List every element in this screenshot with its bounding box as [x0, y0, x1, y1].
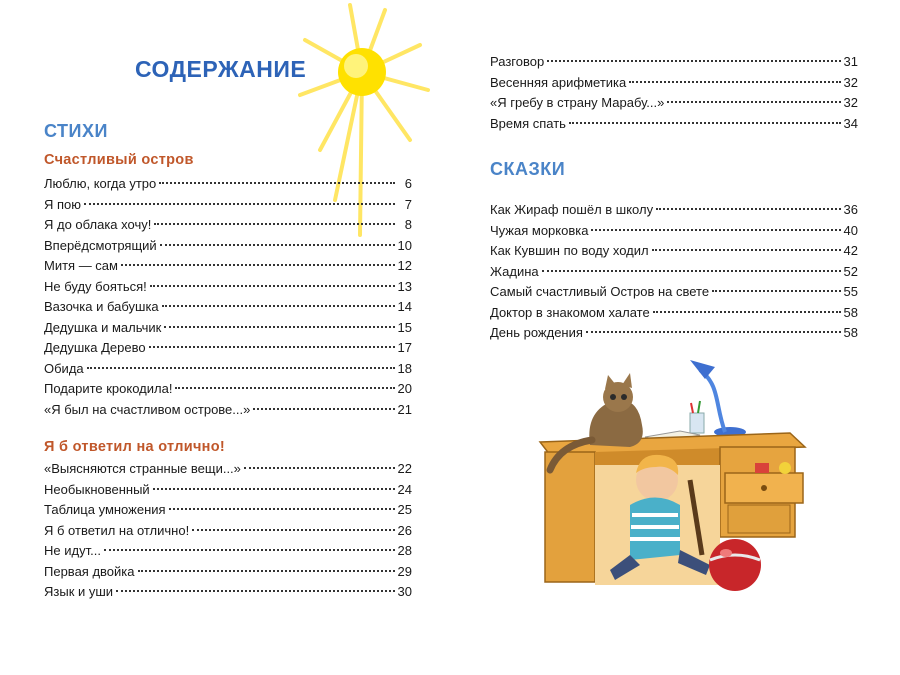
section-heading-poems: СТИХИ — [44, 121, 108, 141]
entry-title: Время спать — [490, 115, 566, 131]
toc-entry[interactable] — [44, 480, 412, 501]
entry-title: Необыкновенный — [44, 481, 150, 497]
entry-title: Подарите крокодила! — [44, 381, 173, 396]
dot-leader — [244, 467, 395, 469]
entry-title: Дедушка и мальчик — [44, 319, 162, 335]
dot-leader — [154, 223, 395, 225]
toc-entry[interactable] — [44, 400, 412, 421]
entry-title: Я б ответил на отлично! — [44, 522, 190, 538]
entry-page: 29 — [397, 563, 412, 579]
entry-page: 40 — [843, 222, 858, 238]
dot-leader — [153, 488, 395, 490]
toc-list-group-1 — [44, 174, 412, 420]
toc-entry[interactable] — [44, 521, 412, 542]
toc-entry[interactable] — [44, 174, 412, 195]
group-heading-2: Я б ответил на отлично! — [44, 439, 226, 455]
toc-list-continued — [490, 52, 858, 134]
entry-title: Митя — сам — [44, 258, 118, 273]
entry-title: Вперёдсмотрящий — [44, 237, 157, 253]
dot-leader — [150, 285, 395, 287]
toc-entry[interactable] — [490, 93, 858, 114]
entry-title: Жадина — [490, 263, 539, 279]
toc-entry[interactable] — [490, 73, 858, 94]
dot-leader — [712, 290, 840, 292]
toc-entry[interactable] — [490, 200, 858, 221]
entry-page: 14 — [397, 299, 412, 314]
dot-leader — [121, 264, 395, 266]
dot-leader — [192, 529, 394, 531]
toc-entry[interactable] — [490, 241, 858, 262]
entry-title: Как Жираф пошёл в школу — [490, 202, 654, 217]
entry-title: Таблица умножения — [44, 502, 166, 517]
entry-title: Доктор в знакомом халате — [490, 304, 650, 320]
entry-page: 58 — [843, 304, 858, 320]
entry-title: «Я был на счастливом острове...» — [44, 401, 251, 417]
entry-title: Обида — [44, 360, 84, 376]
entry-title: Весенняя арифметика — [490, 74, 627, 90]
entry-title: Дедушка Дерево — [44, 340, 146, 355]
entry-page: 12 — [397, 258, 412, 273]
dot-leader — [138, 570, 395, 572]
toc-entry[interactable] — [44, 256, 412, 277]
entry-title: Разговор — [490, 54, 545, 69]
toc-entry[interactable] — [44, 277, 412, 298]
dot-leader — [253, 408, 394, 410]
entry-title: Не буду бояться! — [44, 278, 147, 294]
entry-page: 26 — [397, 522, 412, 538]
toc-entry[interactable] — [44, 379, 412, 400]
entry-page: 10 — [397, 237, 412, 253]
dot-leader — [84, 203, 395, 205]
entry-title: Я до облака хочу! — [44, 217, 152, 232]
entry-title: Не идут... — [44, 543, 101, 558]
entry-title: Язык и уши — [44, 584, 114, 599]
dot-leader — [591, 229, 840, 231]
toc-entry[interactable] — [490, 221, 858, 242]
dot-leader — [656, 208, 840, 210]
entry-page: 20 — [397, 381, 412, 396]
entry-page: 58 — [843, 325, 858, 340]
entry-page: 25 — [397, 502, 412, 517]
dot-leader — [652, 249, 841, 251]
dot-leader — [569, 122, 841, 124]
dot-leader — [159, 182, 395, 184]
entry-page: 22 — [397, 461, 412, 476]
toc-entry[interactable] — [44, 359, 412, 380]
entry-page: 32 — [843, 95, 858, 110]
section-heading-tales: СКАЗКИ — [490, 159, 566, 179]
toc-entry[interactable] — [44, 338, 412, 359]
entry-title: Как Кувшин по воду ходил — [490, 243, 649, 258]
entry-page: 15 — [397, 319, 412, 335]
toc-entry[interactable] — [490, 52, 858, 73]
entry-title: «Выясняются странные вещи...» — [44, 461, 241, 476]
toc-entry[interactable] — [44, 215, 412, 236]
boy-under-desk-illustration — [530, 355, 820, 605]
entry-page: 17 — [397, 340, 412, 355]
dot-leader — [87, 367, 395, 369]
toc-entry[interactable] — [44, 541, 412, 562]
dot-leader — [175, 387, 394, 389]
entry-page: 30 — [397, 584, 412, 599]
entry-page: 32 — [843, 74, 858, 90]
dot-leader — [149, 346, 395, 348]
toc-list-group-2 — [44, 459, 412, 603]
dot-leader — [667, 101, 840, 103]
entry-page: 24 — [397, 481, 412, 497]
entry-title: Чужая морковка — [490, 222, 589, 238]
entry-page: 8 — [404, 217, 412, 232]
dot-leader — [542, 270, 841, 272]
dot-leader — [629, 81, 840, 83]
dot-leader — [160, 244, 395, 246]
entry-title: Вазочка и бабушка — [44, 299, 159, 314]
entry-page: 55 — [843, 284, 858, 299]
dot-leader — [164, 326, 394, 328]
toc-entry[interactable] — [44, 562, 412, 583]
entry-title: Самый счастливый Остров на свете — [490, 284, 710, 299]
entry-page: 42 — [843, 243, 858, 258]
entry-title: Люблю, когда утро — [44, 176, 157, 191]
toc-entry[interactable] — [490, 282, 858, 303]
toc-entry[interactable] — [44, 459, 412, 480]
toc-entry[interactable] — [490, 114, 858, 135]
entry-title: Я пою — [44, 196, 82, 212]
toc-entry[interactable] — [44, 297, 412, 318]
entry-page: 6 — [404, 176, 412, 191]
entry-page: 7 — [404, 196, 412, 212]
toc-entry[interactable] — [44, 236, 412, 257]
entry-page: 52 — [843, 263, 858, 279]
entry-title: День рождения — [490, 325, 583, 340]
entry-page: 36 — [843, 202, 858, 217]
toc-entry[interactable] — [490, 262, 858, 283]
toc-entry[interactable] — [490, 323, 858, 344]
toc-list-tales — [490, 200, 858, 344]
entry-page: 34 — [843, 115, 858, 131]
entry-page: 31 — [843, 54, 858, 69]
toc-entry[interactable] — [44, 582, 412, 603]
dot-leader — [169, 508, 395, 510]
entry-page: 28 — [397, 543, 412, 558]
dot-leader — [162, 305, 395, 307]
toc-entry[interactable] — [44, 318, 412, 339]
dot-leader — [653, 311, 841, 313]
page-title: СОДЕРЖАНИЕ — [135, 56, 307, 82]
dot-leader — [586, 331, 841, 333]
dot-leader — [547, 60, 840, 62]
dot-leader — [104, 549, 395, 551]
entry-page: 18 — [397, 360, 412, 376]
entry-page: 21 — [397, 401, 412, 417]
dot-leader — [116, 590, 394, 592]
entry-page: 13 — [397, 278, 412, 294]
toc-entry[interactable] — [44, 195, 412, 216]
group-heading-1: Счастливый остров — [44, 152, 194, 168]
entry-title: Первая двойка — [44, 563, 135, 579]
entry-title: «Я гребу в страну Марабу...» — [490, 95, 665, 110]
toc-entry[interactable] — [44, 500, 412, 521]
toc-entry[interactable] — [490, 303, 858, 324]
